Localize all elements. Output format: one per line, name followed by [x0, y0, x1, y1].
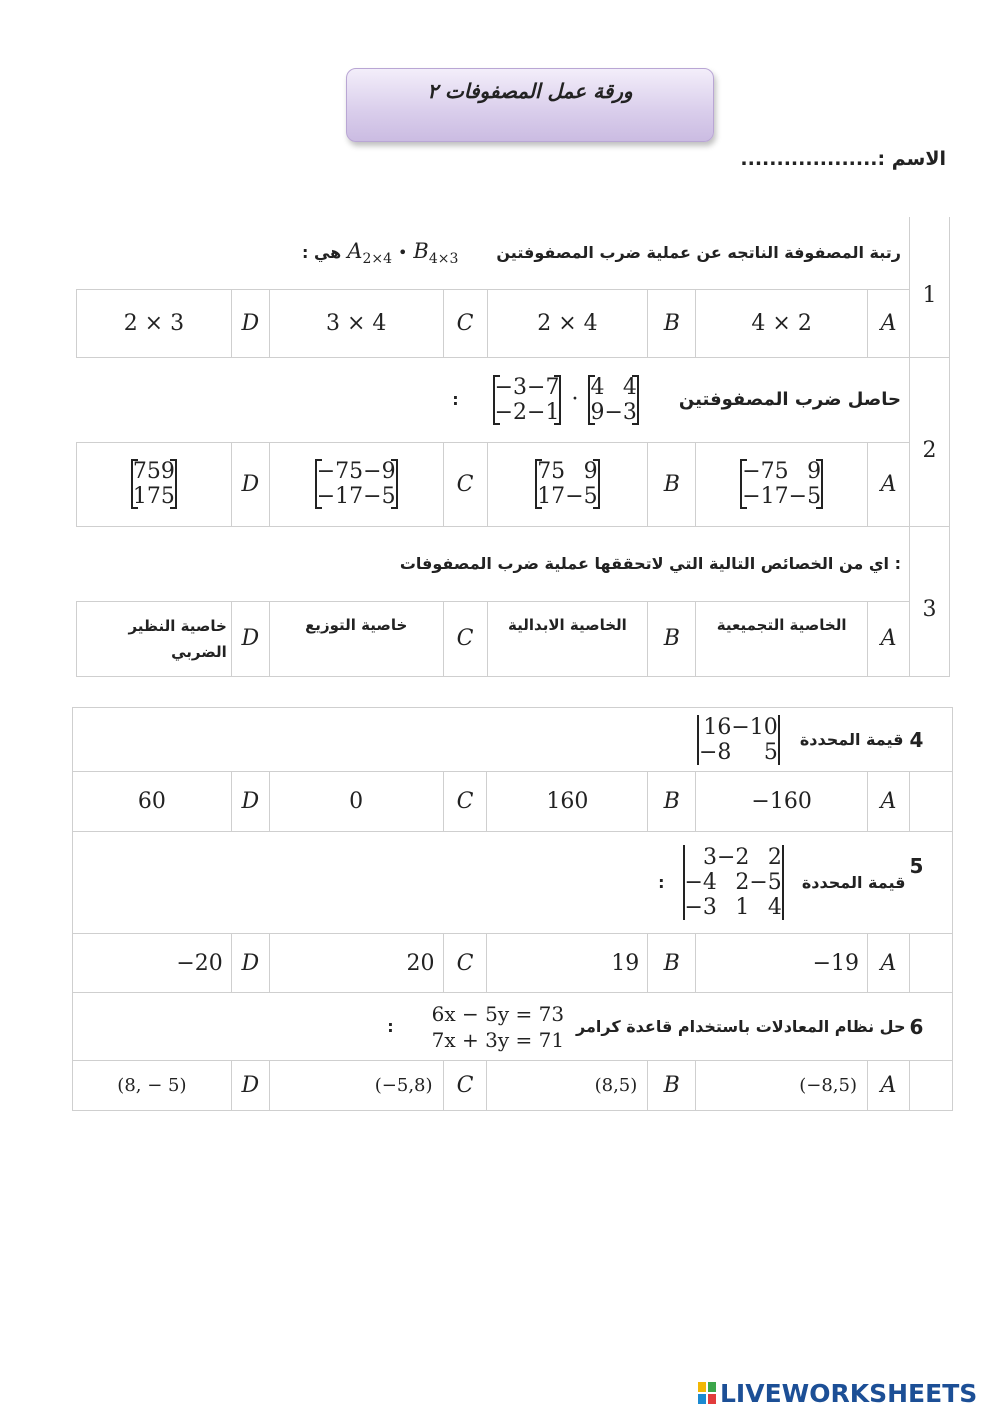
q2-option-b-letter: B	[648, 442, 696, 526]
q2-option-d-letter: D	[231, 442, 269, 526]
q2-option-a-value[interactable]: −75 9 −17 −5	[696, 442, 868, 526]
q3-option-b-value[interactable]: الخاصية الابدالية	[487, 601, 648, 676]
q1-option-d-value[interactable]: 2 × 3	[77, 289, 232, 357]
q2-number: 2	[909, 357, 949, 526]
q6-option-c-letter: C	[443, 1061, 487, 1111]
q5-text: قيمة المحددة	[801, 873, 906, 892]
q5-question	[73, 832, 910, 934]
q2-option-b-value[interactable]: 75 9 17 −5	[487, 442, 648, 526]
q1-number: 1	[909, 217, 949, 357]
q1-option-c-letter: C	[443, 289, 487, 357]
q1-option-a-letter: A	[868, 289, 910, 357]
q4-option-b-letter: B	[648, 772, 696, 832]
q2-right-matrix: 4 4 9 −3	[590, 374, 637, 425]
worksheet-title: ورقة عمل المصفوفات ٢	[427, 79, 633, 103]
q6-option-a-letter: A	[868, 1061, 910, 1111]
section2-table	[72, 707, 953, 1111]
q5-option-b-letter: B	[648, 934, 696, 993]
q3-option-d-letter: D	[231, 601, 269, 676]
q4-text: قيمة المحددة	[799, 730, 904, 749]
q5-option-a-letter: A	[868, 934, 910, 993]
student-name-field[interactable]: الاسم :...................	[740, 148, 946, 170]
q2-left-matrix: −3 −7 −2 −1	[494, 374, 560, 425]
q2-option-c-value[interactable]: −75 −9 −17 −5	[269, 442, 443, 526]
q5-colon: :	[658, 873, 665, 892]
q1-option-a-value[interactable]: 4 × 2	[696, 289, 868, 357]
q5-option-c-value[interactable]: 20	[269, 934, 443, 993]
q1-text: رتبة المصفوفة الناتجه عن عملية ضرب المصفوفتين	[496, 243, 901, 263]
q2-text: حاصل ضرب المصفوفتين	[678, 389, 901, 410]
q6-number: 6	[909, 993, 952, 1061]
q1-option-d-letter: D	[231, 289, 269, 357]
q2-question	[77, 357, 910, 442]
liveworksheets-brand: LIVEWORKSHEETS	[720, 1378, 978, 1408]
q6-option-c-value[interactable]: (−5,8)	[269, 1061, 443, 1111]
q2-option-c-letter: C	[443, 442, 487, 526]
q5-number: 5	[909, 832, 952, 934]
section1-table	[76, 217, 950, 677]
q6-text: حل نظام المعادلات باستخدام قاعدة كرامر	[576, 1017, 906, 1036]
q5-option-b-value[interactable]: 19	[487, 934, 648, 993]
q4-determinant: 16 −10 −8 5	[698, 714, 778, 765]
q4-option-a-value[interactable]: −160	[696, 772, 868, 832]
q4-option-d-value[interactable]: 60	[73, 772, 232, 832]
q3-option-c-value[interactable]: خاصية التوزيع	[269, 601, 443, 676]
q1-question	[77, 217, 910, 289]
q1-option-c-value[interactable]: 3 × 4	[269, 289, 443, 357]
q1-math-b: $B_{4\times 3}$	[413, 238, 459, 267]
liveworksheets-logo	[698, 1378, 977, 1408]
q6-colon: :	[387, 1017, 394, 1036]
q5-option-a-value[interactable]: −19	[696, 934, 868, 993]
q4-option-c-letter: C	[443, 772, 487, 832]
q1-math-dot: •	[397, 243, 408, 263]
q2-option-d-value[interactable]: 75 9 17 5	[77, 442, 232, 526]
q6-option-b-letter: B	[648, 1061, 696, 1111]
q1-math-a: $A_{2\times 4}$	[347, 238, 392, 267]
q4-option-c-value[interactable]: 0	[269, 772, 443, 832]
q1-suffix: هي :	[302, 243, 342, 263]
q4-option-a-letter: A	[868, 772, 910, 832]
q3-text: اي من الخصائص التالية التي لاتحققها عملية ضرب المصفوفات :	[399, 554, 901, 573]
q6-option-d-letter: D	[231, 1061, 269, 1111]
q6-option-d-value[interactable]: (8, − 5)	[73, 1061, 232, 1111]
q3-option-a-value[interactable]: الخاصية التجميعية	[696, 601, 868, 676]
q3-option-c-letter: C	[443, 601, 487, 676]
q2-colon: :	[452, 390, 459, 409]
q3-option-a-letter: A	[868, 601, 910, 676]
q6-question	[73, 993, 910, 1061]
q5-option-d-value[interactable]: −20	[73, 934, 232, 993]
q3-number: 3	[909, 526, 949, 676]
q6-option-b-value[interactable]: (8,5)	[487, 1061, 648, 1111]
q6-equation-2: 7x + 3y = 71	[431, 1027, 565, 1052]
liveworksheets-logo-icon	[698, 1382, 716, 1404]
q1-option-b-value[interactable]: 2 × 4	[487, 289, 648, 357]
q5-determinant: 3 −2 2 −4 2 −5 −3 1 4	[684, 845, 782, 920]
q5-option-c-letter: C	[443, 934, 487, 993]
q5-option-d-letter: D	[231, 934, 269, 993]
q6-equations	[432, 1001, 564, 1053]
q3-option-b-letter: B	[648, 601, 696, 676]
worksheet-title-box	[346, 68, 714, 142]
q2-dot: ·	[571, 387, 579, 412]
q4-option-b-value[interactable]: 160	[487, 772, 648, 832]
q4-option-d-letter: D	[231, 772, 269, 832]
q6-option-a-value[interactable]: (−8,5)	[696, 1061, 868, 1111]
q3-option-d-value[interactable]: خاصية النظير الضربي	[77, 601, 232, 676]
q4-number: 4	[909, 708, 952, 772]
q2-option-a-letter: A	[868, 442, 910, 526]
q3-question	[77, 526, 910, 601]
q6-equation-1: 6x − 5y = 73	[431, 1001, 565, 1026]
q4-question	[73, 708, 910, 772]
q1-option-b-letter: B	[648, 289, 696, 357]
